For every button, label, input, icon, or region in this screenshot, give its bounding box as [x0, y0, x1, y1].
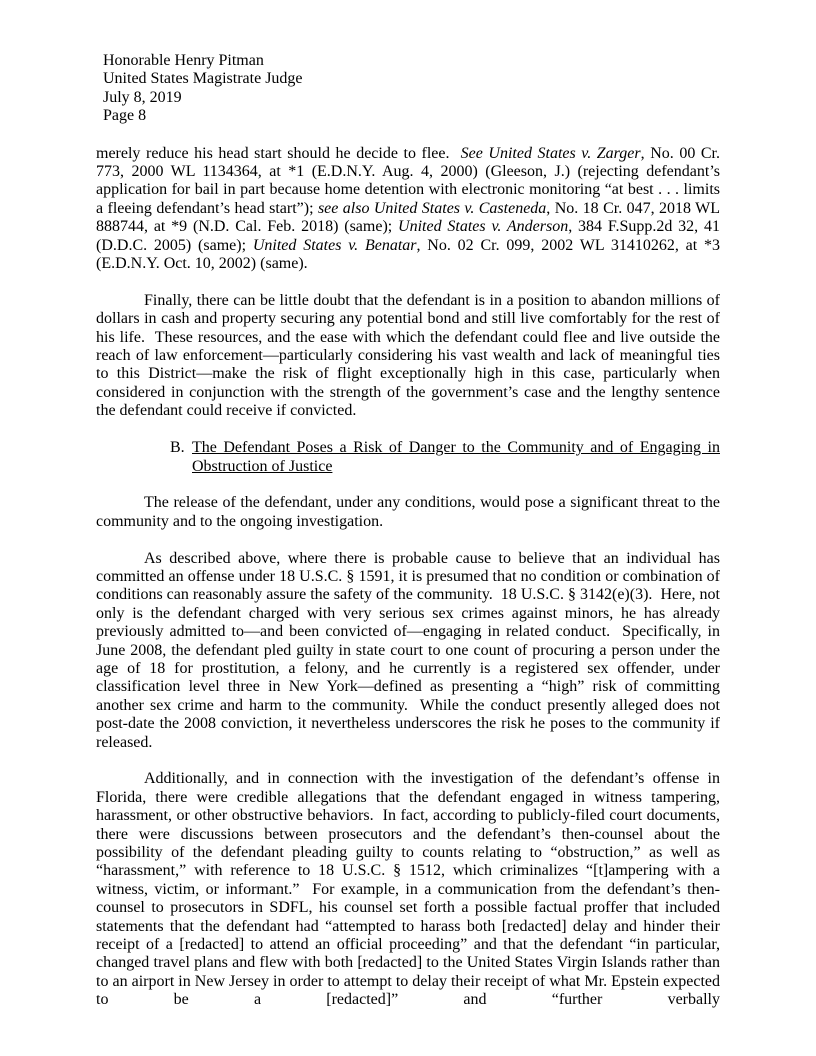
text-run: , No. 18 Cr. 047, 2018 WL 888744, at *9 (N.D. Cal. Feb. 2018) (same); — [96, 199, 724, 236]
text-run: As described above, where there is probable cause to believe that an individual has committed an offense under 18 U.S.C. § 1591, it is presumed that no condition or combination of conditions can reasonably assure the safety of the community. 18 U.S.C. § 3142(e)(3). Here, not only is the defendant charged with very serious sex crimes against minors, he has already previously admitted to—and been convicted of—engaging in related conduct. Specifically, in June 2008, the defendant pled guilty in state court to one count of procuring a person under the age of 18 for prostitution, a felony, and he currently is a registered sex offender, under classification level three in New York—defined as presenting a “high” risk of committing another sex crime and harm to the community. While the conduct presently alleged does not post-date the 2008 conviction, it nevertheless underscores the risk he poses to the community if released. — [96, 549, 724, 751]
recipient-title: United States Magistrate Judge — [103, 70, 303, 88]
citation-italic: See United States v. Zarger — [460, 144, 641, 162]
letter-header — [103, 52, 720, 126]
paragraph-danger-presumption — [96, 549, 724, 752]
text-run: , No. 02 Cr. 099, 2002 WL 31410262, at *3 (E.D.N.Y. Oct. 10, 2002) (same). — [96, 236, 724, 273]
text-run: merely reduce his head start should he decide to flee. — [96, 144, 461, 162]
paragraph-release-threat — [96, 494, 724, 531]
text-run: The release of the defendant, under any conditions, would pose a significant threat to the community and to the ongoing investigation. — [96, 494, 724, 530]
paragraph-flight-risk — [96, 291, 724, 421]
page-number: Page 8 — [103, 107, 147, 125]
section-heading-title: The Defendant Poses a Risk of Danger to the Community and of Engaging in Obstruction of Justice — [192, 439, 720, 475]
text-run: Finally, there can be little doubt that the defendant is in a position to abandon millions of dollars in cash and property securing any potential bond and still live comfortably for the rest of his life. These resources, and the ease with which the defendant could flee and live outside the reach of law enforcement—particularly considering his vast wealth and lack of meaningful ties to this District—make the risk of flight exceptionally high in this case, particularly when considered in conjunction with the strength of the government’s case and the lengthy sentence the defendant could receive if convicted. — [96, 291, 724, 420]
citation-italic: United States v. Anderson — [398, 218, 569, 236]
recipient-name: Honorable Henry Pitman — [103, 52, 264, 69]
section-heading-b — [96, 439, 720, 476]
section-heading-label: B. — [170, 439, 185, 457]
text-run: Additionally, and in connection with the investigation of the defendant’s offense in Florida, there were credible allegations that the defendant engaged in witness tampering, harassment, or other obstructive behaviors. In fact, according to publicly-filed court documents, there were discussions between prosecutors and the defendant’s then-counsel about the possibility of the defendant pleading guilty to counts relating to “obstruction,” as well as “harassment,” with reference to 18 U.S.C. § 1512, which criminalizes “[t]ampering with a witness, victim, or informant.” For example, in a communication from the defendant’s then-counsel to prosecutors in SDFL, his counsel set forth a possible factual proffer that included statements that the defendant had “attempted to harass both [redacted] delay and hinder their receipt of a [redacted] to attend an official proceeding” and that the defendant “in particular, changed travel plans and flew with both [redacted] to the United States Virgin Islands rather than to an airport in New Jersey in order to attempt to delay their receipt of what Mr. Epstein expected to be a [redacted]” and “further verbally — [96, 770, 724, 1009]
text-run: , 384 F.Supp.2d 32, 41 (D.D.C. 2005) (same); — [96, 218, 725, 254]
letter-date: July 8, 2019 — [103, 88, 182, 106]
paragraph-obstruction-allegations — [96, 770, 724, 1009]
document-body — [96, 144, 725, 1010]
citation-italic: see also United States v. Casteneda — [317, 199, 547, 217]
paragraph-case-citations — [96, 144, 725, 274]
citation-italic: United States v. Benatar — [252, 236, 417, 254]
text-run: , No. 00 Cr. 773, 2000 WL 1134364, at *1 (E.D.N.Y. Aug. 4, 2000) (Gleeson, J.) (rejecting defendant’s application for bail in part because home detention with electronic monitoring “at best . . . limits a fleeing defendant’s head start”); — [96, 144, 725, 217]
